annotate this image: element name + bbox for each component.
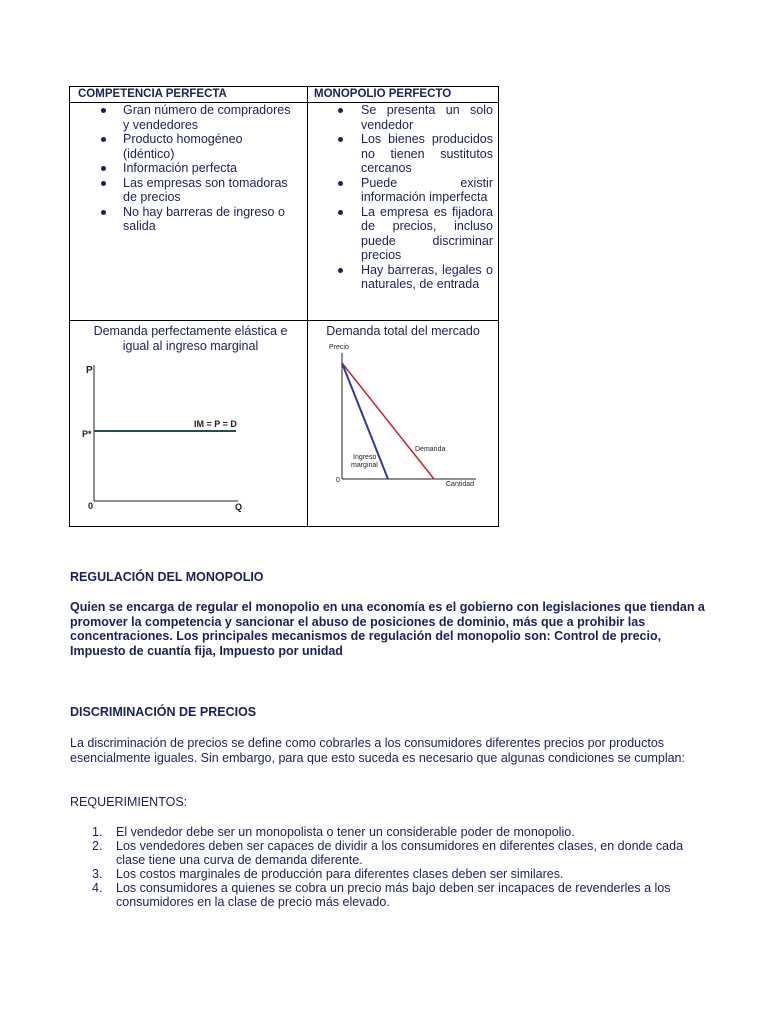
list-item	[70, 839, 700, 867]
list-number: 3.	[92, 867, 103, 881]
y-axis-label: Precio	[329, 343, 349, 351]
header-competencia-perfecta: COMPETENCIA PERFECTA	[70, 87, 308, 103]
list-number: 1.	[92, 825, 103, 839]
regulacion-paragraph: Quien se encarga de regular el monopolio en una economía es el gobierno con legislaciones que tiendan a promover la competencia y sancionar el abuso de posiciones de dominio, más que a prohibir las concentraciones. Los principales mecanismos de regulación del monopolio son: Control de precio, Impuesto de cuantía fija, Impuesto por unidad	[70, 600, 705, 658]
x-axis-label: Q	[235, 502, 243, 512]
section-title-regulacion: REGULACIÓN DEL MONOPOLIO	[70, 570, 264, 584]
caption-right: Demanda total del mercado	[326, 324, 480, 338]
x-axis-label: Cantidad	[446, 480, 475, 488]
list-item	[70, 881, 700, 909]
section-title-discriminacion: DISCRIMINACIÓN DE PRECIOS	[70, 705, 257, 719]
requirement-text: Los costos marginales de producción para diferentes clases deben ser similares.	[116, 867, 564, 881]
demand-line-label: IM = P = D	[194, 419, 237, 429]
list-item: Gran número de compradores y vendedores	[70, 103, 307, 132]
list-item	[70, 867, 700, 881]
marginal-revenue-label-1: Ingreso	[353, 453, 377, 461]
list-number: 4.	[92, 881, 103, 895]
requirement-text: El vendedor debe ser un monopolista o tener un considerable poder de monopolio.	[116, 825, 575, 839]
list-item: Información perfecta	[70, 161, 307, 176]
list-item	[70, 825, 700, 839]
monopolio-characteristics-cell	[308, 103, 499, 321]
y-axis-label: P	[86, 365, 93, 376]
monopoly-demand-graph	[308, 339, 498, 509]
list-item: Producto homogéneo (idéntico)	[70, 132, 307, 161]
requirement-text: Los vendedores deben ser capaces de dividir a los consumidores en diferentes clases, en donde cada clase tiene una curva de demanda diferente.	[116, 839, 684, 867]
origin-label: 0	[88, 501, 94, 511]
origin-label: 0	[336, 476, 340, 484]
list-item: No hay barreras de ingreso o salida	[70, 205, 307, 234]
list-item: Se presenta un solo vendedor	[308, 103, 498, 132]
list-item: La empresa es fijadora de precios, incluso puede discriminar precios	[308, 205, 498, 263]
marginal-revenue-label-2: marginal	[351, 461, 378, 469]
comparison-table	[69, 86, 499, 527]
monopoly-demand-graph-cell	[308, 321, 499, 527]
list-item: Hay barreras, legales o naturales, de entrada	[308, 263, 498, 292]
list-item: Los bienes producidos no tienen sustitutos cercanos	[308, 132, 498, 176]
caption-left: Demanda perfectamente elástica e igual al ingreso marginal	[93, 324, 288, 353]
price-level-label: P*	[82, 429, 92, 439]
list-number: 2.	[92, 839, 103, 853]
perfect-competition-graph	[70, 353, 306, 523]
perfect-competition-graph-cell	[70, 321, 308, 527]
list-item: Puede existir información imperfecta	[308, 176, 498, 205]
demand-label: Demanda	[415, 445, 446, 453]
competencia-list	[70, 103, 307, 234]
competencia-characteristics-cell	[70, 103, 308, 321]
header-monopolio-perfecto: MONOPOLIO PERFECTO	[308, 87, 499, 103]
requerimientos-heading: REQUERIMIENTOS:	[70, 795, 188, 809]
requirements-list	[70, 825, 700, 909]
monopolio-list	[308, 103, 498, 292]
discriminacion-paragraph: La discriminación de precios se define como cobrarles a los consumidores diferentes precios por productos esencialmente iguales. Sin embargo, para que esto suceda es necesario que algunas condiciones se cumplan:	[70, 736, 685, 765]
list-item: Las empresas son tomadoras de precios	[70, 176, 307, 205]
requirement-text: Los consumidores a quienes se cobra un precio más bajo deben ser incapaces de revenderles a los consumidores en la clase de precio más elevado.	[116, 881, 671, 909]
